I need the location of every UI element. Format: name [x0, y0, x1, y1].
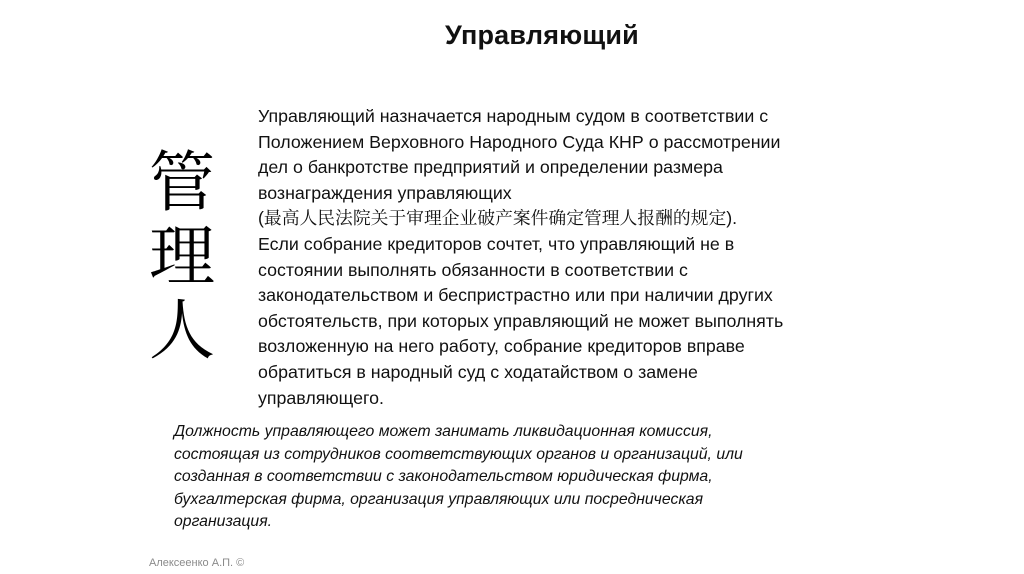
main-line: Если собрание кредиторов сочтет, что управляющий не в: [258, 233, 735, 254]
main-line-chinese-citation: (最高人民法院关于审理企业破产案件确定管理人报酬的规定).: [258, 208, 738, 229]
author-footer: Алексеенко А.П. ©: [149, 557, 245, 569]
main-line: обратиться в народный суд с ходатайством о замене: [258, 361, 698, 382]
main-line: управляющего.: [258, 387, 384, 408]
main-line: Положением Верховного Народного Суда КНР о рассмотрении: [258, 131, 781, 152]
italic-line: состоящая из сотрудников соответствующих органов и организаций, или: [174, 445, 743, 463]
kanji-column: [142, 146, 222, 368]
main-line: вознаграждения управляющих: [258, 182, 512, 203]
kanji-char-2: 理: [149, 218, 215, 295]
slide-title: Управляющий: [445, 20, 639, 50]
italic-line: созданная в соответствии с законодательством юридическая фирма,: [174, 468, 713, 485]
main-line: законодательством и беспристрастно или при наличии других: [258, 285, 773, 306]
kanji-char-1: 管: [149, 144, 215, 221]
italic-note: [174, 421, 834, 534]
main-line: возложенную на него работу, собрание кредиторов вправе: [258, 336, 745, 357]
main-line: обстоятельств, при которых управляющий не может выполнять: [258, 310, 784, 331]
italic-line: организация.: [174, 513, 273, 530]
kanji-char-3: 人: [149, 292, 215, 369]
main-line: дел о банкротстве предприятий и определении размера: [258, 157, 723, 178]
italic-line: бухгалтерская фирма, организация управляющих или посредническая: [174, 490, 704, 508]
italic-line: Должность управляющего может занимать ликвидационная комиссия,: [174, 423, 713, 440]
main-line: состоянии выполнять обязанности в соответствии с: [258, 259, 688, 280]
main-paragraph: [258, 104, 858, 411]
main-line: Управляющий назначается народным судом в соответствии с: [258, 106, 769, 126]
